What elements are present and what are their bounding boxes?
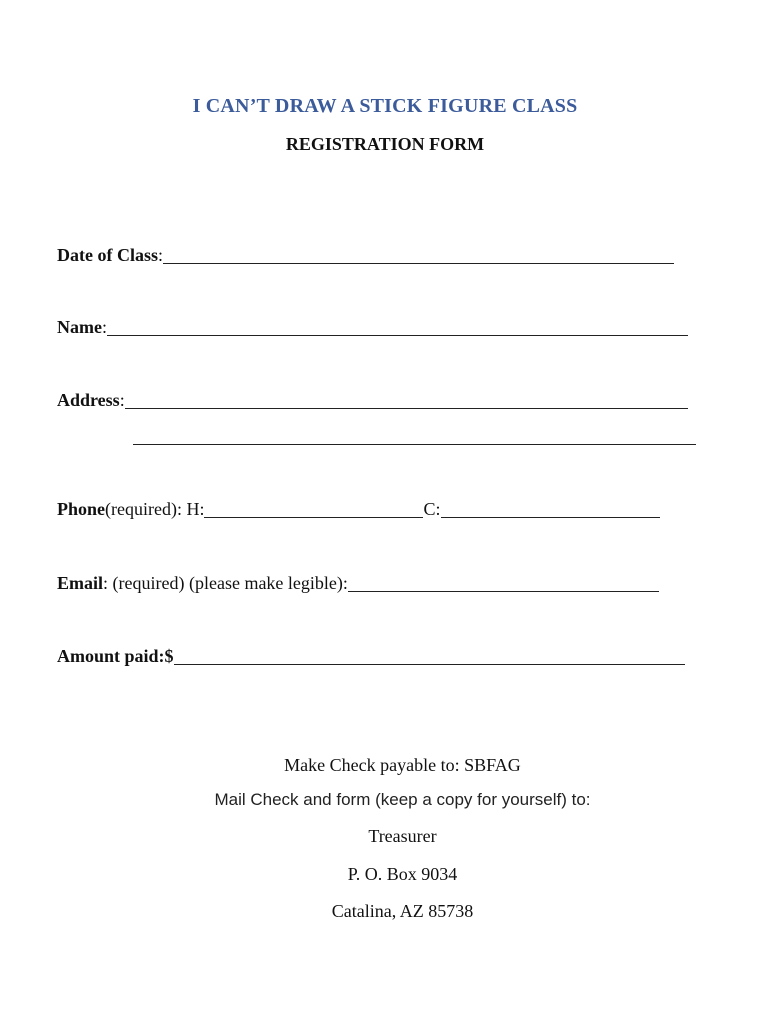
- address-field-line1[interactable]: [125, 390, 688, 409]
- payable-to: Make Check payable to: SBFAG: [284, 755, 521, 775]
- name-label: Name: [57, 317, 102, 337]
- address-label: Address: [57, 390, 120, 410]
- phone-cell-field[interactable]: [441, 499, 660, 518]
- address-row: [57, 389, 688, 411]
- form-title: I CAN’T DRAW A STICK FIGURE CLASS: [192, 95, 578, 117]
- date-of-class-label: Date of Class: [57, 245, 158, 265]
- phone-home-field[interactable]: [204, 499, 423, 518]
- email-row: [57, 572, 659, 594]
- address-colon: :: [119, 390, 125, 410]
- phone-label: Phone: [57, 499, 106, 519]
- mail-recipient: Treasurer: [368, 826, 437, 846]
- email-field[interactable]: [348, 573, 659, 592]
- phone-home-label: (required): H:: [105, 499, 205, 519]
- date-of-class-field[interactable]: [163, 245, 674, 264]
- phone-cell-label: C:: [423, 499, 441, 519]
- name-colon: :: [101, 317, 107, 337]
- name-field[interactable]: [107, 317, 688, 336]
- mail-instructions: Mail Check and form (keep a copy for yourself) to:: [214, 790, 591, 809]
- date-of-class-colon: :: [158, 245, 164, 265]
- form-subtitle: REGISTRATION FORM: [285, 134, 485, 154]
- email-note: : (required) (please make legible):: [103, 573, 348, 593]
- name-row: [57, 316, 688, 338]
- phone-row: [57, 498, 660, 520]
- amount-paid-row: [57, 645, 685, 667]
- amount-paid-label: Amount paid:: [57, 646, 165, 666]
- amount-paid-field[interactable]: [174, 646, 685, 665]
- email-label: Email: [57, 573, 104, 593]
- mail-city: Catalina, AZ 85738: [331, 901, 474, 921]
- mail-po-box: P. O. Box 9034: [347, 864, 458, 884]
- dollar-sign: $: [164, 646, 174, 666]
- address-field-line2[interactable]: [133, 424, 696, 445]
- date-of-class-row: [57, 244, 674, 266]
